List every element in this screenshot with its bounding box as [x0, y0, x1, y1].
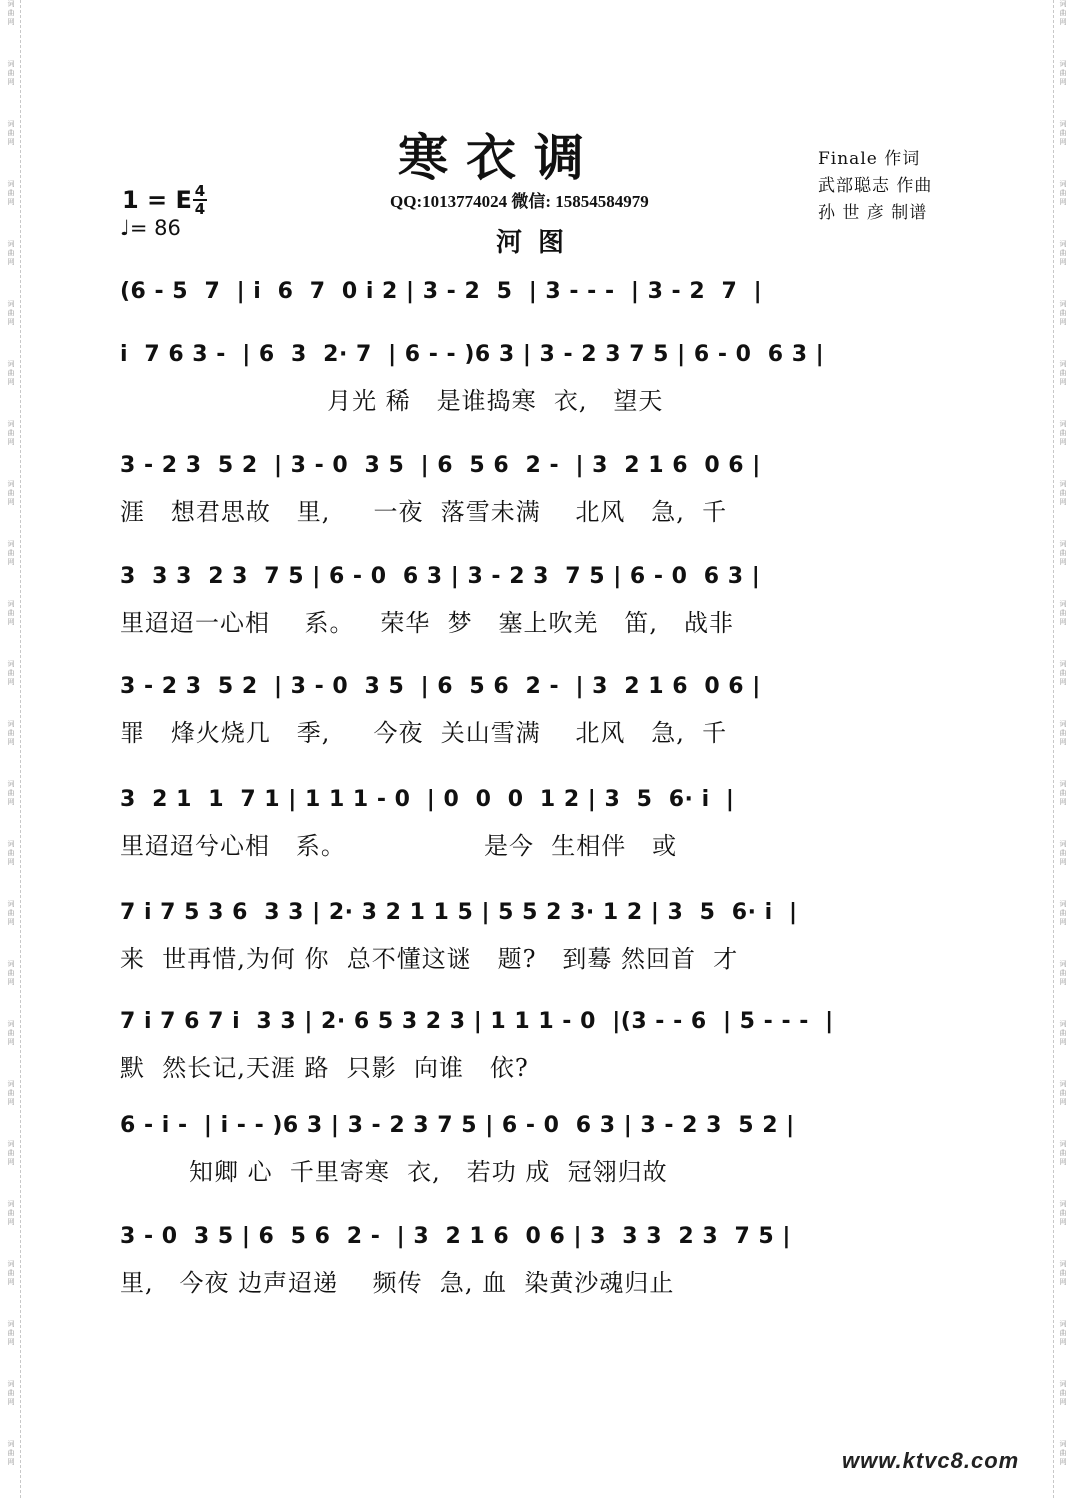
lyrics-line: 来 世再惜,为何 你 总不懂这谜 题? 到蓦 然回首 才: [120, 945, 739, 973]
lyrics-line: 里, 今夜 边声迢递 频传 急, 血 染黄沙魂归止: [120, 1269, 675, 1297]
time-signature-bottom: 4: [194, 200, 206, 218]
side-watermark-mark: 词 曲 网: [7, 660, 15, 686]
tempo-marking: ♩= 86: [120, 216, 181, 240]
song-subtitle: 河图: [496, 228, 581, 258]
side-watermark-mark: 词 曲 网: [7, 900, 15, 926]
side-watermark-mark: 词 曲 网: [1059, 1200, 1067, 1226]
side-watermark-mark: 词 曲 网: [1059, 1080, 1067, 1106]
side-watermark-mark: 词 曲 网: [7, 780, 15, 806]
side-watermark-mark: 词 曲 网: [7, 1020, 15, 1046]
side-watermark-mark: 词 曲 网: [1059, 240, 1067, 266]
side-watermark-mark: 词 曲 网: [7, 420, 15, 446]
jianpu-notes: 6 - i - | i - - )6 3 | 3 - 2 3 7 5 | 6 - 0 6 3 | 3 - 2 3 5 2 |: [120, 1113, 795, 1138]
side-watermark-mark: 词 曲 网: [1059, 780, 1067, 806]
lyrics-line: 知卿 心 千里寄寒 衣, 若功 成 冠翎归故: [120, 1158, 668, 1186]
side-watermark-mark: 词 曲 网: [7, 360, 15, 386]
side-watermark-mark: 词 曲 网: [7, 1140, 15, 1166]
lyrics-line: 涯 想君思故 里, 一夜 落雪未满 北风 急, 千: [120, 498, 728, 526]
side-watermark-mark: 词 曲 网: [1059, 120, 1067, 146]
lyrics-line: 里迢迢兮心相 系。 是今 生相伴 或: [120, 832, 678, 860]
jianpu-notes: 7 i 7 5 3 6 3 3 | 2· 3 2 1 1 5 | 5 5 2 3· 1 2 | 3 5 6· i |: [120, 900, 798, 925]
side-watermark-mark: 词 曲 网: [1059, 900, 1067, 926]
side-watermark-mark: 词 曲 网: [1059, 1260, 1067, 1286]
jianpu-notes: 7 i 7 6 7 i 3 3 | 2· 6 5 3 2 3 | 1 1 1 - 0 |(3 - - 6 | 5 - - - |: [120, 1009, 834, 1034]
lyrics-line: 罪 烽火烧几 季, 今夜 关山雪满 北风 急, 千: [120, 719, 728, 747]
side-watermark-mark: 词 曲 网: [7, 840, 15, 866]
side-watermark-mark: 词 曲 网: [1059, 1140, 1067, 1166]
song-title: 寒衣调: [398, 128, 602, 187]
lyricist-credit: Finale 作词: [818, 149, 921, 169]
side-watermark-mark: 词 曲 网: [1059, 720, 1067, 746]
jianpu-notes: 3 - 0 3 5 | 6 5 6 2 - | 3 2 1 6 0 6 | 3 3 3 2 3 7 5 |: [120, 1224, 791, 1249]
key-signature: 1 = E: [122, 186, 192, 214]
side-watermark-mark: 词 曲 网: [1059, 360, 1067, 386]
side-watermark-mark: 词 曲 网: [1059, 1020, 1067, 1046]
side-watermark-mark: 词 曲 网: [7, 600, 15, 626]
lyrics-line: 月光 稀 是谁捣寒 衣, 望天: [120, 387, 664, 415]
side-watermark-mark: 词 曲 网: [7, 0, 15, 26]
side-watermark-mark: 词 曲 网: [7, 300, 15, 326]
lyrics-line: 默 然长记,天涯 路 只影 向谁 依?: [120, 1054, 529, 1082]
jianpu-notes: (6 - 5 7 | i 6 7 0 i 2 | 3 - 2 5 | 3 - - - | 3 - 2 7 |: [120, 279, 763, 304]
side-watermark-mark: 词 曲 网: [1059, 300, 1067, 326]
contact-info: QQ:1013774024 微信: 15854584979: [390, 192, 649, 211]
side-watermark-mark: 词 曲 网: [7, 1320, 15, 1346]
side-watermark-mark: 词 曲 网: [1059, 540, 1067, 566]
jianpu-notes: 3 - 2 3 5 2 | 3 - 0 3 5 | 6 5 6 2 - | 3 2 1 6 0 6 |: [120, 674, 761, 699]
side-watermark-mark: 词 曲 网: [1059, 60, 1067, 86]
side-watermark-mark: 词 曲 网: [1059, 1440, 1067, 1466]
side-watermark-mark: 词 曲 网: [1059, 600, 1067, 626]
right-watermark-strip: [1053, 0, 1072, 1498]
side-watermark-mark: 词 曲 网: [1059, 420, 1067, 446]
side-watermark-mark: 词 曲 网: [7, 180, 15, 206]
side-watermark-mark: 词 曲 网: [1059, 0, 1067, 26]
side-watermark-mark: 词 曲 网: [7, 1260, 15, 1286]
side-watermark-mark: 词 曲 网: [7, 540, 15, 566]
side-watermark-mark: 词 曲 网: [1059, 960, 1067, 986]
side-watermark-mark: 词 曲 网: [7, 1080, 15, 1106]
side-watermark-mark: 词 曲 网: [7, 120, 15, 146]
credits-block: [818, 146, 932, 227]
side-watermark-mark: 词 曲 网: [1059, 180, 1067, 206]
side-watermark-mark: 词 曲 网: [7, 240, 15, 266]
side-watermark-mark: 词 曲 网: [7, 1380, 15, 1406]
time-signature: [193, 184, 207, 216]
jianpu-notes: 3 3 3 2 3 7 5 | 6 - 0 6 3 | 3 - 2 3 7 5 | 6 - 0 6 3 |: [120, 564, 761, 589]
composer-credit: 武部聪志 作曲: [818, 176, 933, 196]
side-watermark-mark: 词 曲 网: [7, 480, 15, 506]
side-watermark-mark: 词 曲 网: [7, 960, 15, 986]
arranger-credit: 孙 世 彦 制谱: [818, 203, 928, 223]
side-watermark-mark: 词 曲 网: [1059, 480, 1067, 506]
jianpu-notes: 3 - 2 3 5 2 | 3 - 0 3 5 | 6 5 6 2 - | 3 2 1 6 0 6 |: [120, 453, 761, 478]
left-watermark-strip: [2, 0, 21, 1498]
side-watermark-mark: 词 曲 网: [7, 720, 15, 746]
jianpu-notes: 3 2 1 1 7 1 | 1 1 1 - 0 | 0 0 0 1 2 | 3 5 6· i |: [120, 787, 735, 812]
side-watermark-mark: 词 曲 网: [1059, 1380, 1067, 1406]
jianpu-notes: i 7 6 3 - | 6 3 2· 7 | 6 - - )6 3 | 3 - 2 3 7 5 | 6 - 0 6 3 |: [120, 342, 825, 367]
side-watermark-mark: 词 曲 网: [1059, 660, 1067, 686]
side-watermark-mark: 词 曲 网: [1059, 1320, 1067, 1346]
side-watermark-mark: 词 曲 网: [1059, 840, 1067, 866]
site-watermark: www.ktvc8.com: [842, 1448, 1020, 1473]
time-signature-top: 4: [194, 182, 206, 200]
side-watermark-mark: 词 曲 网: [7, 60, 15, 86]
lyrics-line: 里迢迢一心相 系。 荣华 梦 塞上吹羌 笛, 战非: [120, 609, 734, 637]
side-watermark-mark: 词 曲 网: [7, 1200, 15, 1226]
side-watermark-mark: 词 曲 网: [7, 1440, 15, 1466]
